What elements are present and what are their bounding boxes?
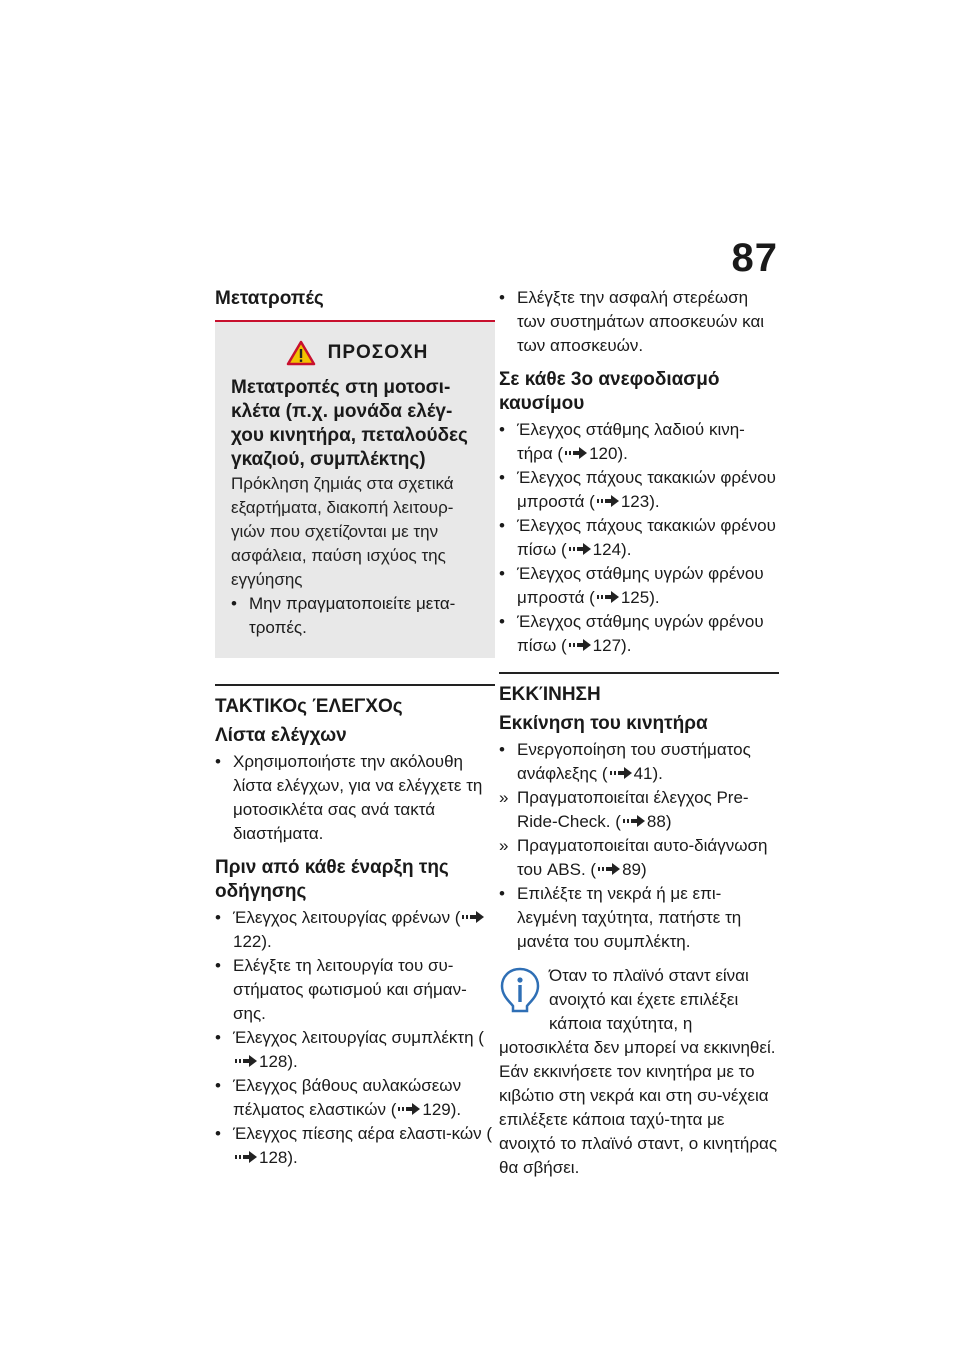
engine-start-list (499, 738, 779, 954)
list-item-text: Ελέγξτε τη λειτουργία του συ-στήματος φωτισμού και σήμαν-σης. (233, 956, 467, 1023)
list-marker: • (499, 740, 505, 759)
list-marker: » (499, 836, 509, 855)
list-marker: • (215, 1028, 221, 1047)
list-item-end: ) (665, 812, 672, 831)
page-reference-link[interactable]: 89 (622, 860, 641, 879)
warning-header (231, 340, 483, 366)
list-item-text: Ενεργοποίηση του συστήματος ανάφλεξης ( (517, 740, 751, 783)
list-item (215, 1122, 495, 1170)
page-reference-arrow-icon (597, 591, 619, 603)
list-item (499, 786, 779, 834)
list-item (499, 882, 779, 954)
list-item (499, 514, 779, 562)
list-item-text: Έλεγχος λειτουργίας φρένων ( (233, 908, 461, 927)
page-number: 87 (731, 236, 778, 280)
list-marker: • (215, 1124, 221, 1143)
list-item: • Χρησιμοποιήστε την ακόλουθη λίστα ελέγχων, για να ελέγχετε τη μοτοσικλέτα σας ανά τακτά διαστήματα. (215, 752, 483, 843)
left-column (215, 286, 495, 1170)
page-reference-arrow-icon (462, 911, 484, 923)
page-reference-link[interactable]: 122 (233, 932, 262, 951)
list-item-end: ). (617, 444, 628, 463)
list-item-end: ). (649, 492, 660, 511)
list-marker: • (499, 516, 505, 535)
page-reference-link[interactable]: 123 (620, 492, 650, 511)
page-reference-link[interactable]: 127 (592, 636, 622, 655)
list-marker: • (215, 956, 221, 975)
list-item-text: Έλεγχος βάθους αυλακώσεων πέλματος ελαστικών ( (233, 1076, 462, 1119)
warning-action-item: • Μην πραγματοποιείτε μετα-τροπές. (231, 594, 456, 637)
page-reference-link[interactable]: 88 (646, 812, 666, 831)
list-item (215, 906, 495, 954)
list-marker: • (499, 884, 505, 903)
section-title-modifications: Μετατροπές (215, 288, 324, 309)
page-reference-link[interactable]: 128 (259, 1052, 288, 1071)
refuel-list (499, 418, 779, 658)
luggage-check (499, 286, 779, 358)
info-text: Όταν το πλαϊνό σταντ είναι ανοιχτό και έχετε επιλέξει κάποια ταχύτητα, η μοτοσικλέτα δεν μπορεί να εκκινηθεί. Εάν εκκινήσετε τον κινητήρα με το κιβώτιο στη νεκρά και στη συ-νέχεια επιλέξετε κάποια ταχύ-τητα με ανοιχτό το πλαϊνό σταντ, ο κινητήρας θα σβήσει. (499, 966, 778, 1177)
page-reference-link[interactable]: 124 (592, 540, 622, 559)
page-reference-arrow-icon (235, 1151, 257, 1163)
page-reference-arrow-icon (398, 1103, 420, 1115)
list-item-text: Έλεγχος στάθμης λαδιού κινη-τήρα ( (517, 420, 745, 463)
list-item-end: ) (641, 860, 647, 879)
list-item-end: ). (450, 1100, 462, 1119)
list-item (499, 834, 779, 882)
list-item (499, 466, 779, 514)
list-item-text: Επιλέξτε τη νεκρά ή με επι-λεγμένη ταχύτητα, πατήστε τη μανέτα του συμπλέκτη. (517, 884, 742, 951)
warning-box (215, 322, 495, 658)
list-item-text: Έλεγχος πίεσης αέρα ελαστι-κών ( (233, 1124, 493, 1143)
page-reference-arrow-icon (569, 639, 591, 651)
list-item-end: ). (287, 1148, 298, 1167)
checks-title: ΤΑΚΤΙΚΟς ΈΛΕΓΧΟς (215, 696, 403, 717)
page-reference-arrow-icon (597, 495, 619, 507)
before-ride-title: Πριν από κάθε έναρξη της οδήγησης (215, 857, 449, 902)
list-item-end: ). (621, 636, 632, 655)
list-item-end: ). (287, 1052, 298, 1071)
page-reference-link[interactable]: 125 (620, 588, 650, 607)
list-item (499, 562, 779, 610)
before-ride-list (215, 906, 495, 1170)
list-item (215, 1026, 495, 1074)
page-reference-link[interactable]: 41 (633, 764, 653, 783)
list-item-text: Έλεγχος λειτουργίας συμπλέκτη ( (233, 1028, 484, 1047)
refuel-title: Σε κάθε 3ο ανεφοδιασμό καυσίμου (499, 369, 720, 414)
list-marker: • (499, 564, 505, 583)
list-item-end: ). (261, 932, 272, 951)
list-item: • Ελέγξτε την ασφαλή στερέωση των συστημάτων αποσκευών και των αποσκευών. (499, 288, 765, 355)
warning-consequence: Πρόκληση ζημιάς στα σχετικά εξαρτήματα, διακοπή λειτουρ-γιών που σχετίζονται με την ασφάλεια, παύση ισχύος της εγγύησης (231, 474, 454, 589)
list-item (499, 738, 779, 786)
right-column (499, 286, 779, 1180)
page-reference-link[interactable]: 128 (259, 1148, 288, 1167)
page-reference-arrow-icon (610, 767, 632, 779)
engine-start-title: Εκκίνηση του κινητήρα (499, 713, 708, 734)
list-item-text: Έλεγχος πάχους τακακιών φρένου μπροστά ( (517, 468, 776, 511)
page-reference-link[interactable]: 129 (422, 1100, 451, 1119)
page-reference-arrow-icon (598, 863, 620, 875)
start-divider (499, 672, 779, 708)
list-item-end: ). (649, 588, 660, 607)
list-marker: • (499, 468, 505, 487)
checklist-intro (215, 750, 495, 846)
page-reference-arrow-icon (569, 543, 591, 555)
list-marker: • (499, 420, 505, 439)
list-marker: • (215, 908, 221, 927)
page-reference-arrow-icon (623, 815, 645, 827)
list-item (215, 954, 495, 1026)
info-note (499, 964, 779, 1180)
list-item-text: Έλεγχος πάχους τακακιών φρένου πίσω ( (517, 516, 776, 559)
list-marker: • (215, 1076, 221, 1095)
list-item-text: Πραγματοποιείται αυτο-διάγνωση του ABS. ( (517, 836, 768, 879)
list-item-text: Έλεγχος στάθμης υγρών φρένου πίσω ( (517, 612, 764, 655)
info-icon (499, 966, 541, 1014)
warning-triangle-icon (286, 340, 316, 366)
warning-actions (231, 592, 483, 640)
list-marker: • (499, 612, 505, 631)
list-item (499, 610, 779, 658)
warning-heading: ΠΡΟΣΟΧΗ (327, 342, 429, 363)
list-item-text: Πραγματοποιείται έλεγχος Pre-Ride-Check. ( (517, 788, 749, 831)
list-item (499, 418, 779, 466)
list-marker: » (499, 788, 509, 807)
checks-divider (215, 684, 495, 720)
list-item-end: ). (652, 764, 663, 783)
page-reference-arrow-icon (565, 447, 587, 459)
list-item (215, 1074, 495, 1122)
page-reference-arrow-icon (235, 1055, 257, 1067)
checklist-title: Λίστα ελέγχων (215, 725, 347, 746)
warning-subject: Μετατροπές στη μοτοσι-κλέτα (π.χ. μονάδα ελέγ-χου κινητήρα, πεταλούδες γκαζιού, συμπλέκτης) (231, 377, 468, 470)
page-reference-link[interactable]: 120 (589, 444, 618, 463)
list-item-end: ). (621, 540, 632, 559)
start-title: ΕΚΚΊΝΗΣΗ (499, 684, 601, 705)
list-item-text: Έλεγχος στάθμης υγρών φρένου μπροστά ( (517, 564, 764, 607)
